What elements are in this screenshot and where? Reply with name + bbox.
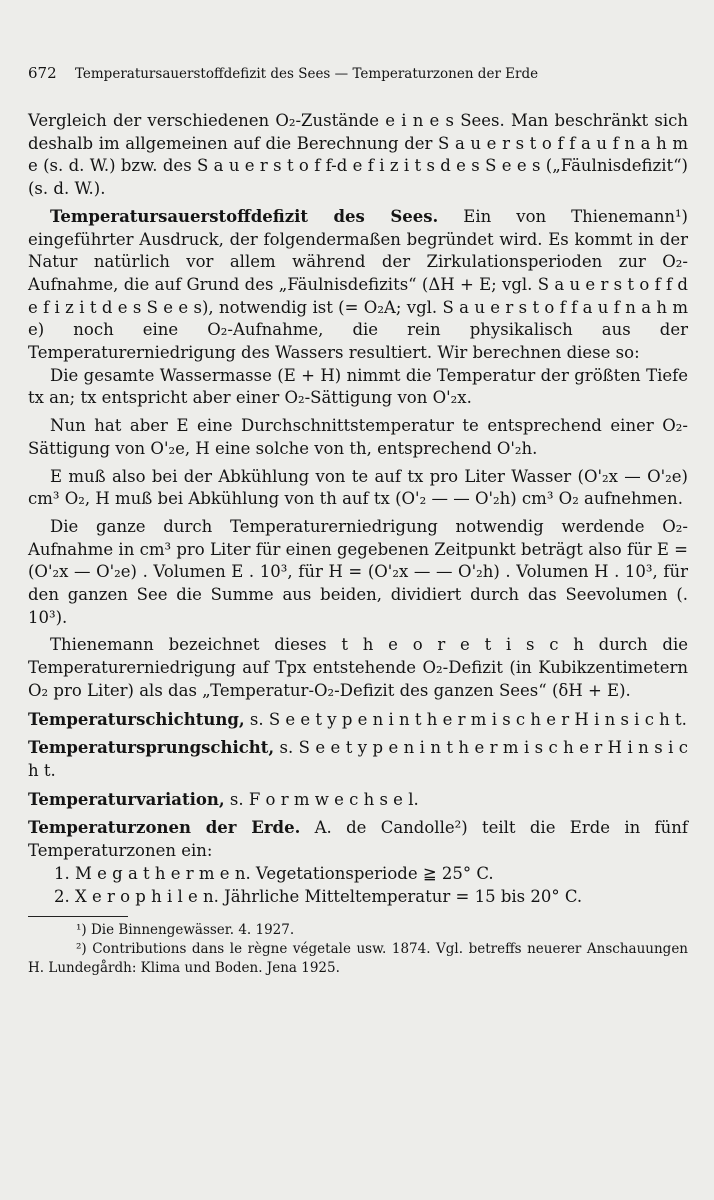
paragraph-thienemann: Thienemann bezeichnet dieses t h e o r e t i s c h durch die Temperaturerniedrigung auf Tpx entstehende O₂-Defizit (in Kubikzentimetern O₂ pro Liter) als das „Temperatur-O₂-Defizit des ganzen Sees“ (δH + E).: [28, 635, 688, 700]
entry-text: Ein von Thienemann¹) eingeführter Ausdruck, der folgendermaßen begründet wird. Es kommt in der Natur natürlich vor allem während der Zirkulationsperioden zur O₂-Aufnahme, die auf Grund des „Fäulnisdefizits“ (ΔH + E; vgl. S a u e r s t o f f d e f i z i t d e s S e e s), notwendig ist (= O₂A; vgl. S a u e r s t o f f a u f n a h m e) noch eine O₂-Aufnahme, die rein physikalisch aus der Temperaturerniedrigung des Wassers resultiert. Wir berechnen diese so:: [28, 206, 688, 363]
running-header: [28, 64, 688, 82]
entry-temperaturvariation: [28, 789, 688, 812]
page-body: [28, 110, 688, 978]
entry-text: s. S e e t y p e n i n t h e r m i s c h e r H i n s i c h t.: [244, 709, 687, 729]
entry-temperatursauerstoffdefizit: [28, 206, 688, 365]
entry-term: Temperaturzonen der Erde.: [28, 818, 301, 838]
entry-temperaturzonen: [28, 817, 688, 862]
entry-term: Temperaturschichtung,: [28, 709, 245, 729]
paragraph-continuation: Vergleich der verschiedenen O₂-Zustände e i n e s Sees. Man beschränkt sich deshalb im allgemeinen auf die Berechnung der S a u e r s t o f f a u f n a h m e (s. d. W.) bzw. des S a u e r s t o f f-d e f i z i t s d e s S e e s („Fäulnisdefizit“) (s. d. W.).: [28, 111, 688, 199]
entry-text: A. de Candolle²) teilt die Erde in fünf Temperaturzonen ein:: [28, 818, 689, 861]
running-title: Temperatursauerstoffdefizit des Sees — Temperaturzonen der Erde: [74, 66, 539, 82]
entry-text: s. S e e t y p e n i n t h e r m i s c h e r H i n s i c h t.: [28, 738, 688, 780]
entry-term: Temperaturvariation,: [28, 789, 225, 809]
footnote-2: ²) Contributions dans le règne végetale usw. 1874. Vgl. betreffs neuerer Anschauungen H. Lundegårdh: Klima und Boden. Jena 1925.: [28, 941, 688, 977]
entry-term: Temperatursauerstoffdefizit des Sees.: [50, 206, 439, 226]
paragraph-o2-aufnahme: Die ganze durch Temperaturerniedrigung notwendig werdende O₂-Aufnahme in cm³ pro Liter für einen gegebenen Zeitpunkt beträgt also für E = (O'₂x — O'₂e) . Volumen E . 10³, für H = (O'₂x — — O'₂h) . Volumen H . 10³, für den ganzen See die Summe aus beiden, dividiert durch das Seevolumen (. 10³).: [28, 516, 688, 627]
entry-text: s. F o r m w e c h s e l.: [224, 789, 419, 809]
entry-temperatursprungschicht: [28, 737, 688, 782]
entry-temperaturschichtung: [28, 709, 688, 732]
page-number: 672: [28, 64, 57, 82]
footnote-1: ¹) Die Binnengewässer. 4. 1927.: [76, 922, 295, 939]
paragraph-wassermasse: Die gesamte Wassermasse (E + H) nimmt die Temperatur der größten Tiefe tx an; tx entspricht aber einer O₂-Sättigung von O'₂x.: [28, 365, 688, 408]
paragraph-abkuehlung: E muß also bei der Abkühlung von te auf tx pro Liter Wasser (O'₂x — O'₂e) cm³ O₂, H muß bei Abkühlung von th auf tx (O'₂ — — O'₂h) cm³ O₂ aufnehmen.: [28, 466, 688, 509]
footnote-divider: [28, 916, 128, 917]
entry-term: Temperatursprungschicht,: [28, 738, 275, 758]
list-item: 2. X e r o p h i l e n. Jährliche Mitteltemperatur = 15 bis 20° C.: [54, 886, 583, 906]
list-item: 1. M e g a t h e r m e n. Vegetationsperiode ≧ 25° C.: [54, 863, 494, 883]
paragraph-durchschnittstemperatur: Nun hat aber E eine Durchschnittstemperatur te entsprechend einer O₂-Sättigung von O'₂e, H eine solche von th, entsprechend O'₂h.: [28, 416, 688, 458]
